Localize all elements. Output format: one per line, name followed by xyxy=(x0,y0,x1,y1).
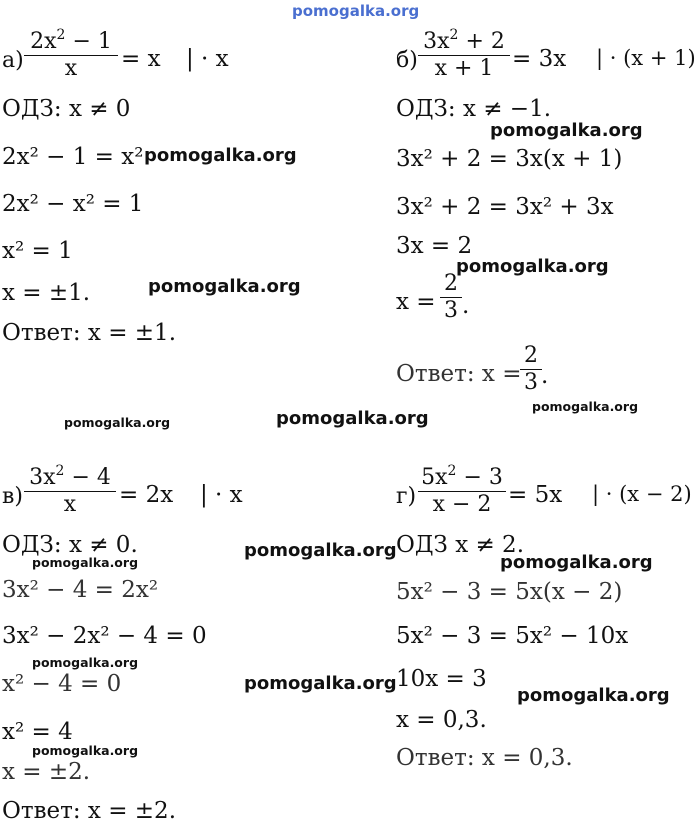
problem-v-fraction xyxy=(24,463,116,517)
watermark[interactable]: pomogalka.org xyxy=(244,540,397,561)
problem-b-solution-dot: . xyxy=(462,293,470,319)
problem-a-line-1: ОДЗ: x ≠ 0 xyxy=(2,96,131,122)
problem-b-numerator: $3x^2 + 2$ xyxy=(423,27,505,54)
problem-a-line-2: 2x² − 1 = x² xyxy=(2,144,144,170)
watermark[interactable]: pomogalka.org xyxy=(32,655,139,670)
problem-v-line-3: 3x² − 2x² − 4 = 0 xyxy=(2,623,207,649)
problem-v-line-5: x² = 4 xyxy=(2,719,73,745)
problem-g-numerator: $5x^2 - 3$ xyxy=(421,463,503,490)
watermark[interactable]: pomogalka.org xyxy=(500,552,653,573)
problem-b-rhs: = 3x xyxy=(512,46,567,72)
problem-b-answer: Ответ: x = xyxy=(396,361,522,387)
problem-g-multiplier: | · (x − 2) xyxy=(592,482,692,506)
problem-g-answer: Ответ: x = 0,3. xyxy=(396,745,573,771)
problem-a-multiplier: | · x xyxy=(186,46,229,72)
problem-b-label: б) xyxy=(396,48,418,73)
watermark[interactable]: pomogalka.org xyxy=(244,673,397,694)
problem-b-solution-fraction: 2 3 xyxy=(440,272,462,323)
problem-b-denominator: x + 1 xyxy=(434,56,494,81)
problem-a-numerator: $2x^2 - 1$ xyxy=(30,27,112,54)
problem-v-answer: Ответ: x = ±2. xyxy=(2,798,177,824)
problem-g-line-4: 10x = 3 xyxy=(396,666,487,692)
watermark[interactable]: pomogalka.org xyxy=(64,415,171,430)
problem-a-fraction xyxy=(24,27,118,81)
watermark[interactable]: pomogalka.org xyxy=(276,408,429,429)
watermark[interactable]: pomogalka.org xyxy=(532,399,639,414)
watermark[interactable]: pomogalka.org xyxy=(517,685,670,706)
problem-b-line-1: ОДЗ: x ≠ −1. xyxy=(396,96,552,122)
problem-g-fraction xyxy=(418,463,506,517)
watermark[interactable]: pomogalka.org xyxy=(456,256,609,277)
problem-g-rhs: = 5x xyxy=(508,482,563,508)
top-watermark[interactable]: pomogalka.org xyxy=(292,2,420,20)
problem-g-line-3: 5x² − 3 = 5x² − 10x xyxy=(396,623,629,649)
problem-a-line-4: x² = 1 xyxy=(2,238,73,264)
problem-a-denominator: x xyxy=(64,56,78,81)
problem-b-multiplier: | · (x + 1) xyxy=(596,46,696,70)
problem-v-line-1: ОДЗ: x ≠ 0. xyxy=(2,532,138,558)
problem-g-line-1: ОДЗ x ≠ 2. xyxy=(396,532,525,558)
problem-g-label: г) xyxy=(396,484,417,509)
problem-a-line-3: 2x² − x² = 1 xyxy=(2,191,144,217)
problem-g-denominator: x − 2 xyxy=(432,492,492,517)
watermark[interactable]: pomogalka.org xyxy=(32,743,139,758)
problem-v-line-4: x² − 4 = 0 xyxy=(2,671,122,697)
problem-b-line-2: 3x² + 2 = 3x(x + 1) xyxy=(396,146,623,172)
problem-b-solution: x = xyxy=(396,289,436,315)
problem-a-label: а) xyxy=(2,48,24,73)
problem-a-rhs: = x xyxy=(121,46,161,72)
problem-b-fraction xyxy=(418,27,510,81)
watermark[interactable]: pomogalka.org xyxy=(32,555,139,570)
problem-g-line-5: x = 0,3. xyxy=(396,707,487,733)
problem-v-line-6: x = ±2. xyxy=(2,759,91,785)
problem-b-answer-fraction: 2 3 xyxy=(520,344,542,395)
problem-a-answer: Ответ: x = ±1. xyxy=(2,320,177,346)
watermark[interactable]: pomogalka.org xyxy=(144,145,297,166)
watermark[interactable]: pomogalka.org xyxy=(148,276,301,297)
problem-b-line-4: 3x = 2 xyxy=(396,233,473,259)
problem-v-line-2: 3x² − 4 = 2x² xyxy=(2,577,159,603)
problem-v-label: в) xyxy=(2,484,23,509)
problem-v-multiplier: | · x xyxy=(200,482,243,508)
problem-b-line-3: 3x² + 2 = 3x² + 3x xyxy=(396,194,614,220)
problem-v-denominator: x xyxy=(63,492,77,517)
problem-a-line-5: x = ±1. xyxy=(2,280,91,306)
problem-v-numerator: $3x^2 - 4$ xyxy=(29,463,111,490)
problem-b-answer-dot: . xyxy=(541,363,549,389)
problem-g-line-2: 5x² − 3 = 5x(x − 2) xyxy=(396,579,623,605)
problem-v-rhs: = 2x xyxy=(119,482,174,508)
watermark[interactable]: pomogalka.org xyxy=(490,120,643,141)
